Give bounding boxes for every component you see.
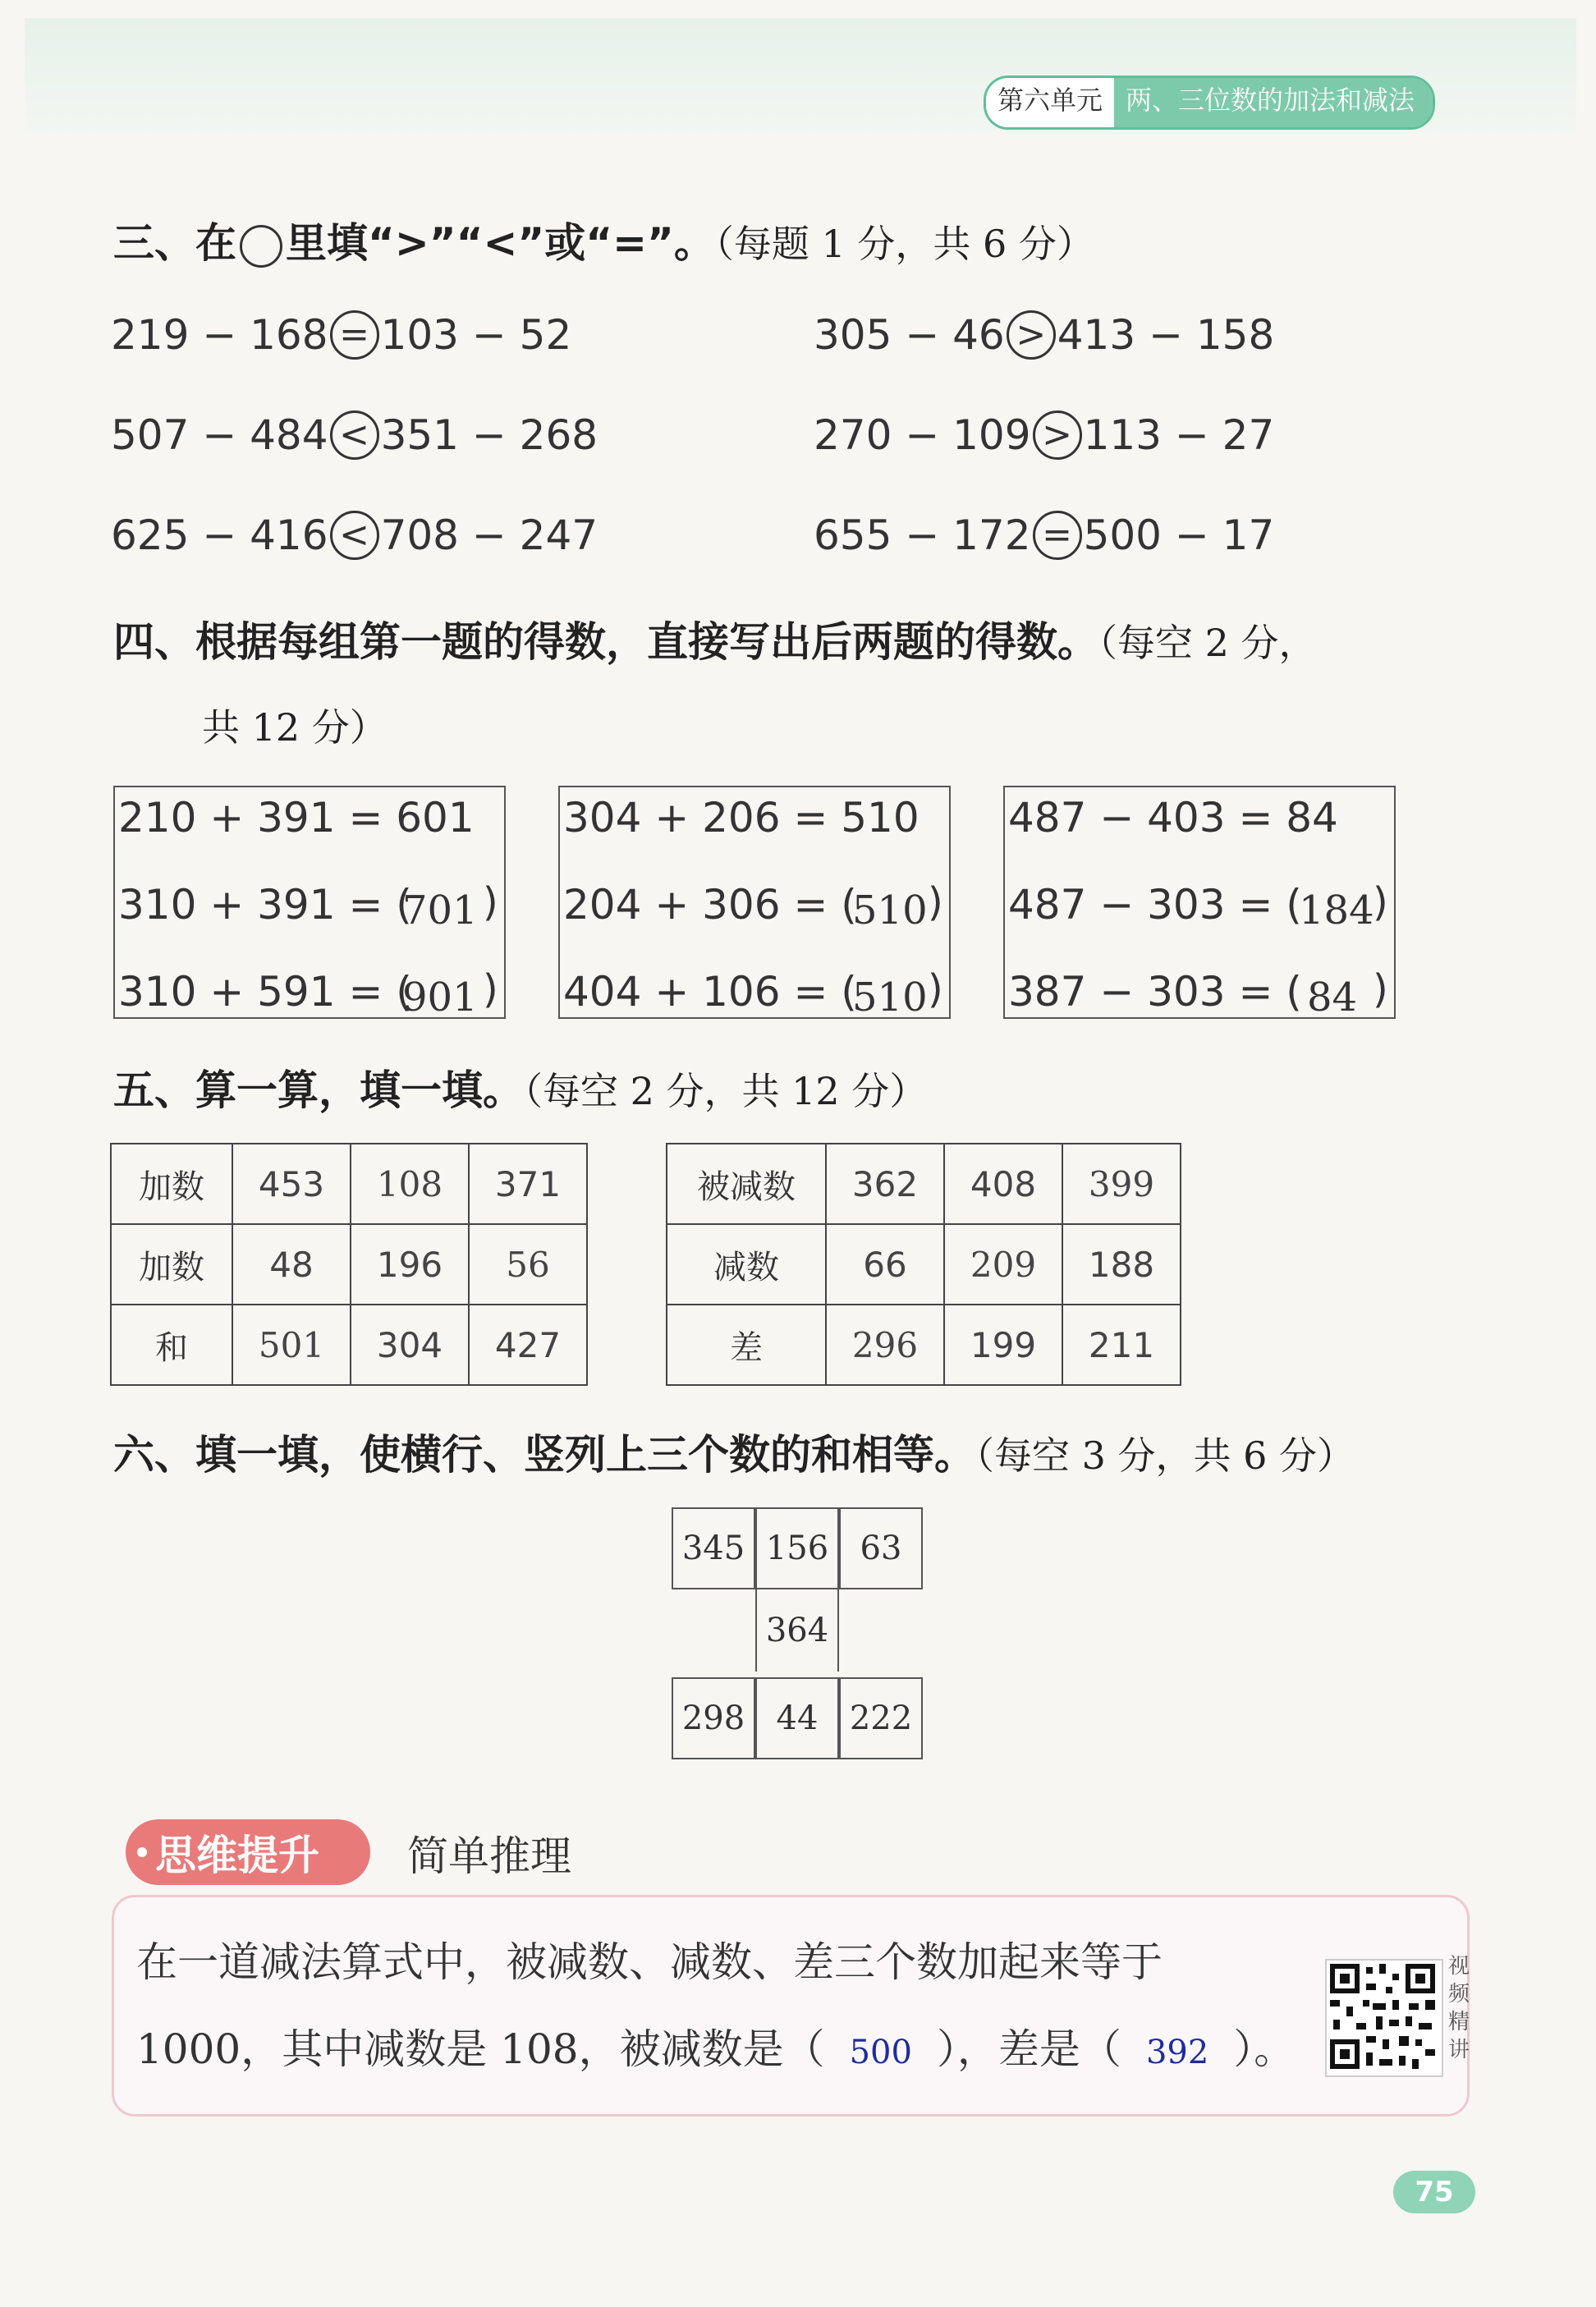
section6-points: （每空 3 分，共 6 分） [975,1433,1355,1478]
answer: 510 [852,887,928,933]
section4-title-line2 [202,698,388,752]
close-paren: ) [483,879,498,925]
answer-cell: 296 [826,1305,944,1385]
table-cell: 211 [1062,1305,1181,1385]
page-number: 75 [1393,2171,1475,2213]
think-badge [126,1819,370,1885]
answer-cell: 364 [755,1589,839,1672]
section4-points-1: （每空 2 分， [1098,621,1317,665]
section5-points: （每空 2 分，共 12 分） [524,1069,928,1113]
section4-title-text: 四、根据每组第一题的得数，直接写出后两题的得数。 [113,618,1098,666]
row-label: 减数 [667,1224,826,1305]
compare-left: 305 − 46 [814,311,1005,359]
row-label: 被减数 [667,1144,826,1224]
compare-item [814,410,1274,460]
close-paren: ) [1373,879,1388,925]
close-paren: ) [1373,966,1388,1012]
close-paren: ) [483,966,498,1012]
compare-item [814,310,1274,360]
compare-circle: < [330,511,379,560]
row-label: 差 [667,1305,826,1385]
answer-cell: 108 [351,1144,469,1224]
addition-table [110,1143,588,1386]
table-cell: 427 [469,1305,587,1385]
table-cell: 188 [1062,1224,1181,1305]
compare-right: 103 − 52 [380,311,572,359]
compare-circle: > [1007,310,1056,360]
think-subtitle: 简单推理 [407,1832,571,1880]
unit-badge [984,76,1435,130]
question-equation: 310 + 391 = ( [118,881,412,929]
close-paren: ) [928,966,943,1012]
grid-cell: 298 [672,1677,755,1759]
bullet-icon [137,1847,147,1857]
grid-cell: 63 [839,1507,923,1589]
compare-left: 507 − 484 [111,411,328,459]
section4-points-2: 共 12 分） [202,705,388,750]
unit-label: 第六单元 [986,78,1114,127]
answer-cell: 222 [839,1677,923,1759]
table-cell: 371 [469,1144,587,1224]
answer: 510 [852,975,928,1020]
equation-group [1003,786,1396,1019]
given-equation: 487 − 403 = 84 [1008,794,1338,842]
question-equation: 204 + 306 = ( [563,881,857,929]
compare-circle: = [1033,511,1082,560]
table-cell: 408 [944,1144,1062,1224]
section3-title-post: 里填“>”“<”或“=”。 [286,219,715,267]
compare-circle: > [1033,410,1082,460]
subtraction-table [666,1143,1181,1386]
table-cell: 196 [351,1224,469,1305]
answer-cell: 56 [469,1224,587,1305]
compare-item [111,511,598,560]
question-equation: 310 + 591 = ( [118,968,412,1016]
section6-title-text: 六、填一填，使横行、竖列上三个数的和相等。 [113,1431,975,1479]
answer: 392 [1145,2034,1209,2071]
answer: 84 [1307,975,1358,1020]
think-line-2a: 1000，其中减数是 108，被减数是（ [136,2025,825,2073]
compare-right: 413 − 158 [1057,311,1275,359]
think-line-1: 在一道减法算式中，被减数、减数、差三个数加起来等于 [136,1938,1163,1986]
section3-title [113,210,1094,269]
table-cell: 199 [944,1305,1062,1385]
circle-icon [240,225,282,268]
section3-title-pre: 三、在 [113,219,236,267]
question-equation: 387 − 303 = ( [1008,968,1302,1016]
compare-item [814,511,1274,560]
answer-cell: 209 [944,1224,1062,1305]
compare-item [111,310,571,360]
think-box [112,1895,1470,2117]
row-label: 加数 [111,1224,232,1305]
close-paren: ) [928,879,943,925]
think-badge-label: 思维提升 [155,1832,319,1879]
compare-item [111,410,598,460]
table-cell: 304 [351,1305,469,1385]
question-equation: 487 − 303 = ( [1008,881,1302,929]
qr-code-icon[interactable] [1325,1959,1443,2077]
equation-group [558,786,951,1019]
answer: 184 [1299,887,1374,933]
grid-cell: 345 [672,1507,755,1589]
compare-left: 625 − 416 [111,511,328,559]
compare-right: 708 − 247 [380,511,598,559]
compare-right: 351 − 268 [380,411,598,459]
unit-title: 两、三位数的加法和减法 [1114,78,1433,127]
table-cell: 453 [232,1144,351,1224]
section5-title-text: 五、算一算，填一填。 [113,1066,524,1114]
section5-title [113,1057,927,1117]
think-line-2 [136,2016,1295,2075]
section6-title [113,1422,1355,1481]
answer: 901 [402,975,478,1020]
compare-right: 113 − 27 [1083,411,1275,459]
compare-left: 655 − 172 [814,511,1031,559]
given-equation: 210 + 391 = 601 [118,794,475,842]
row-label: 和 [111,1305,232,1385]
think-line-2b: ），差是（ [936,2025,1121,2073]
section4-title [113,609,1317,668]
table-cell: 362 [826,1144,944,1224]
compare-left: 270 − 109 [814,411,1031,459]
row-label: 加数 [111,1144,232,1224]
table-cell: 48 [232,1224,351,1305]
section3-points: （每题 1 分，共 6 分） [714,222,1094,266]
grid-cell: 156 [755,1507,839,1589]
compare-right: 500 − 17 [1083,511,1275,559]
answer-cell: 501 [232,1305,351,1385]
question-equation: 404 + 106 = ( [563,968,857,1016]
answer: 701 [402,887,478,933]
answer-cell: 399 [1062,1144,1181,1224]
compare-circle: < [330,410,379,460]
equation-group [113,786,506,1019]
qr-label: 视频精讲 [1447,1954,1470,2062]
think-line-2c: ）。 [1233,2025,1296,2073]
grid-cell: 44 [755,1677,839,1759]
compare-circle: = [330,310,379,360]
answer: 500 [849,2034,912,2071]
compare-left: 219 − 168 [111,311,328,359]
given-equation: 304 + 206 = 510 [563,794,920,842]
table-cell: 66 [826,1224,944,1305]
